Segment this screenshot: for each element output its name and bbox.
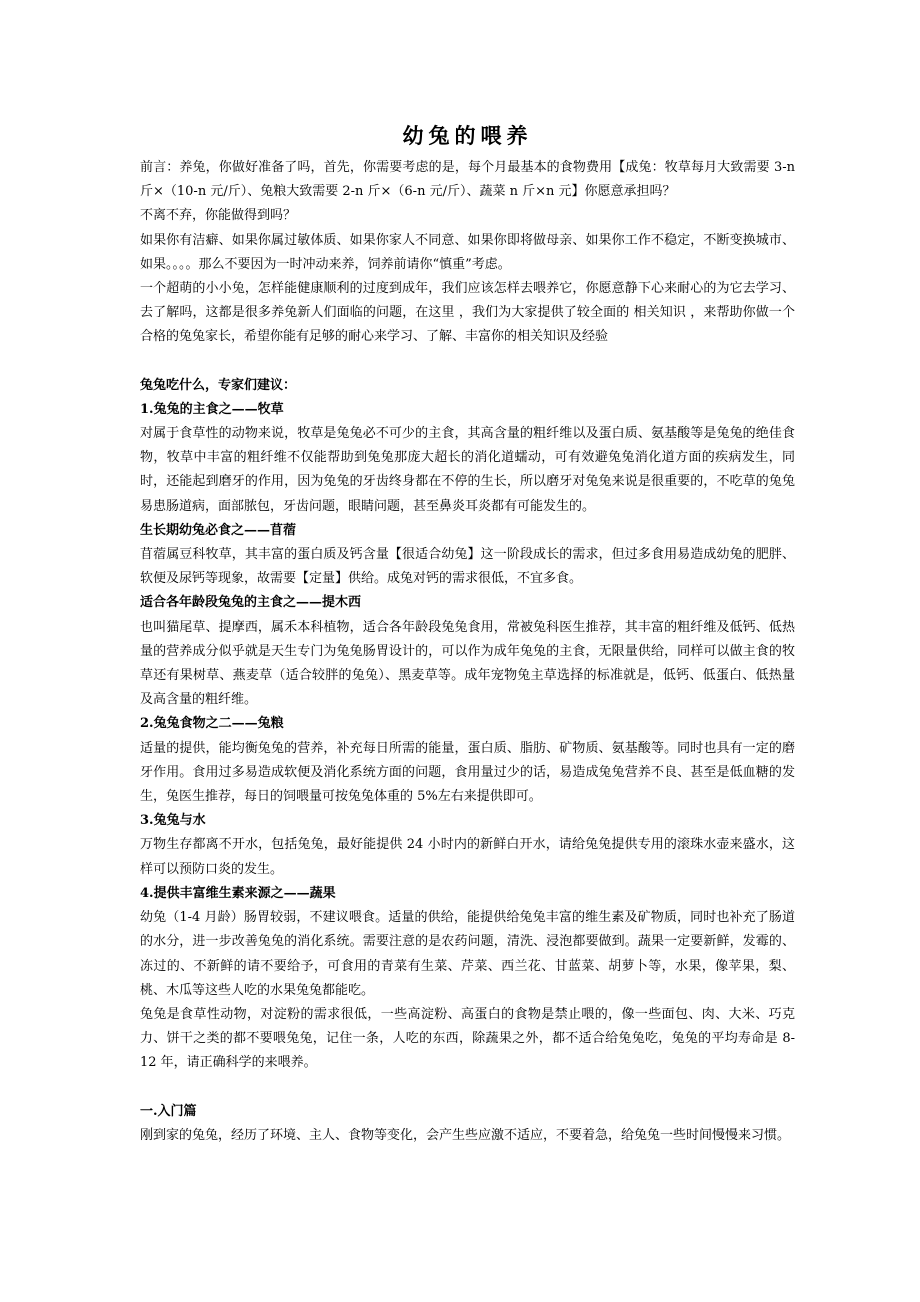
section-pellets-heading: 2.兔兔食物之二——兔粮 [140, 716, 284, 732]
section-veg-body: 幼兔（1-4 月龄）肠胃较弱，不建议喂食。适量的供给，能提供给兔兔丰富的维生素及矿物质，同时也补充了肠道的水分，进一步改善兔兔的消化系统。需要注意的是农药问题，清洗、浸泡都要做到。蔬果一定要新鲜，发霉的、冻过的、不新鲜的请不要给予，可食用的青菜有生菜、芹菜、西兰花、甘蓝菜、胡萝卜等，水果，像苹果，梨、桃、木瓜等这些人吃的水果兔兔都能吃。 [140, 910, 795, 998]
section-water-body: 万物生存都离不开水，包括兔兔，最好能提供 24 小时内的新鲜白开水，请给兔兔提供专用的滚珠水壶来盛水，这样可以预防口炎的发生。 [140, 837, 795, 877]
section-veg-body-2: 兔兔是食草性动物，对淀粉的需求很低，一些高淀粉、高蛋白的食物是禁止喂的，像一些面包、肉、大米、巧克力、饼干之类的都不要喂兔兔，记住一条，人吃的东西，除蔬果之外，都不适合给兔兔吃，兔兔的平均寿命是 8-12 年，请正确科学的来喂养。 [140, 1006, 795, 1071]
spacer [140, 350, 795, 374]
document-body [140, 120, 795, 1148]
page-title: 幼兔的喂养 [402, 123, 533, 148]
spacer [140, 1076, 795, 1100]
section-alfalfa-body: 苜蓿属豆科牧草，其丰富的蛋白质及钙含量【很适合幼兔】这一阶段成长的需求，但过多食用易造成幼兔的肥胖、软便及尿钙等现象，故需要【定量】供给。成兔对钙的需求很低，不宜多食。 [140, 547, 795, 587]
section-timothy-heading: 适合各年龄段兔兔的主食之——提木西 [140, 595, 362, 611]
experts-heading: 兔兔吃什么，专家们建议： [140, 377, 297, 393]
section-alfalfa-heading: 生长期幼兔必食之——苜蓿 [140, 522, 297, 538]
intro-paragraph-1: 前言：养兔，你做好准备了吗，首先，你需要考虑的是，每个月最基本的食物费用【成兔：牧草每月大致需要 3-n 斤×（10-n 元/斤）、兔粮大致需要 2-n 斤×（6-n 元/斤）、蔬菜 n 斤×n 元】你愿意承担吗？ [140, 160, 795, 200]
part1-heading: 一.入门篇 [140, 1103, 197, 1119]
intro-paragraph-4: 一个超萌的小小兔，怎样能健康顺利的过度到成年，我们应该怎样去喂养它，你愿意静下心来耐心的为它去学习、去了解吗，这都是很多养兔新人们面临的问题，在这里 ，我们为大家提供了较全面的 相关知识 ，来帮助你做一个合格的兔兔家长，希望你能有足够的耐心来学习、了解、丰富你的相关知识及经验 [140, 281, 795, 345]
intro-paragraph-2: 不离不弃，你能做得到吗？ [140, 208, 297, 224]
part1-body: 刚到家的兔兔，经历了环境、主人、食物等变化，会产生些应激不适应，不要着急，给兔兔一些时间慢慢来习惯。 [140, 1127, 791, 1143]
section-veg-heading: 4.提供丰富维生素来源之——蔬果 [140, 885, 336, 901]
intro-paragraph-3: 如果你有洁癖、如果你属过敏体质、如果你家人不同意、如果你即将做母亲、如果你工作不稳定，不断变换城市、如果。。。。那么不要因为一时冲动来养，饲养前请你“慎重”考虑。 [140, 232, 795, 272]
section-water-heading: 3.兔兔与水 [140, 813, 206, 829]
section-hay-body: 对属于食草性的动物来说，牧草是兔兔必不可少的主食，其高含量的粗纤维以及蛋白质、氨基酸等是兔兔的绝佳食物，牧草中丰富的粗纤维不仅能帮助到兔兔那庞大超长的消化道蠕动，可有效避兔兔消化道方面的疾病发生，同时，还能起到磨牙的作用，因为兔兔的牙齿终身都在不停的生长，所以磨牙对兔兔来说是很重要的，不吃草的兔兔易患肠道病，面部脓包，牙齿问题，眼睛问题，甚至鼻炎耳炎都有可能发生的。 [140, 426, 795, 514]
section-pellets-body: 适量的提供，能均衡兔兔的营养，补充每日所需的能量，蛋白质、脂肪、矿物质、氨基酸等。同时也具有一定的磨牙作用。食用过多易造成软便及消化系统方面的问题，食用量过少的话，易造成兔兔营养不良、甚至是低血糖的发生，兔医生推荐，每日的饲喂量可按兔兔体重的 5%左右来提供即可。 [140, 740, 795, 805]
section-hay-heading: 1.兔兔的主食之——牧草 [140, 401, 284, 417]
section-timothy-body: 也叫猫尾草、提摩西，属禾本科植物，适合各年龄段兔兔食用，常被兔科医生推荐，其丰富的粗纤维及低钙、低热量的营养成分似乎就是天生专门为兔兔肠胃设计的，可以作为成年兔兔的主食，无限量供给，同样可以做主食的牧草还有果树草、燕麦草（适合较胖的兔兔）、黑麦草等。成年宠物兔主草选择的标准就是，低钙、低蛋白、低热量及高含量的粗纤维。 [140, 619, 795, 708]
